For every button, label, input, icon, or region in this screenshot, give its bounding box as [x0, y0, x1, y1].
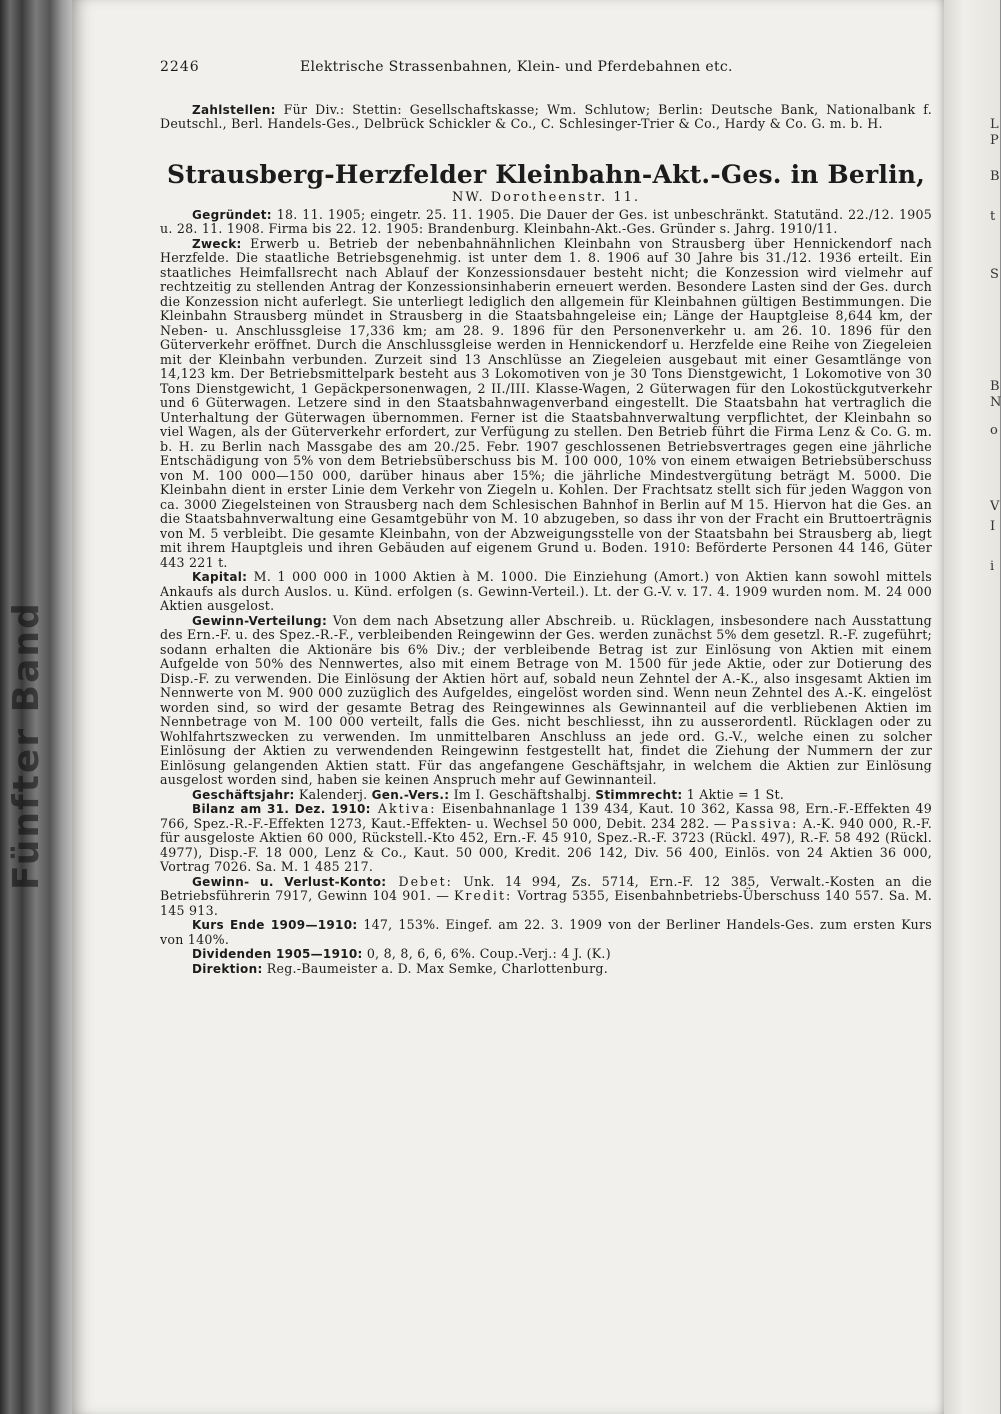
- edge-fragment: I: [990, 519, 996, 534]
- gen-vers-label: Gen.-Vers.:: [371, 787, 450, 802]
- edge-fragment: P: [990, 133, 999, 148]
- geschaeftsjahr-paragraph: [160, 788, 932, 803]
- kapital-label: Kapital:: [192, 570, 248, 584]
- direktion-text: Reg.-Baumeister a. D. Max Semke, Charlottenburg.: [262, 960, 608, 976]
- zweck-paragraph: [160, 237, 932, 571]
- adjacent-page-edge: [944, 0, 1000, 1414]
- dividenden-label: Dividenden 1905—1910:: [192, 947, 363, 961]
- kapital-text: M. 1 000 000 in 1000 Aktien à M. 1000. Die Einziehung (Amort.) von Aktien kann sowohl mittels Ankaufs als durch Auslos. u. Künd. erfolgen (s. Gewinn-Verteil.). Lt. der G.-V. v. 17. 4. 1909 wurden nom. M. 24 000 Aktien ausgelost.: [160, 569, 932, 613]
- edge-fragment: B: [990, 379, 1000, 394]
- gewinn-verlust-paragraph: [160, 875, 932, 919]
- debet-label: Debet:: [386, 873, 453, 889]
- gewinn-verlust-label: Gewinn- u. Verlust-Konto:: [192, 874, 387, 889]
- edge-fragment: o: [990, 423, 998, 438]
- kapital-paragraph: [160, 570, 932, 614]
- zahlstellen-label: Zahlstellen:: [192, 102, 276, 117]
- geschaeftsjahr-label: Geschäftsjahr:: [192, 787, 295, 802]
- gegruendet-label: Gegründet:: [192, 207, 272, 222]
- edge-fragment: i: [990, 559, 995, 574]
- page-content: [160, 60, 932, 976]
- edge-fragment: L: [990, 117, 999, 132]
- zahlstellen-paragraph: [160, 103, 932, 132]
- dividenden-paragraph: [160, 947, 932, 962]
- gewinn-verteilung-text: Von dem nach Absetzung aller Abschreib. u. Rücklagen, insbesondere nach Ausstattung des Ern.-F. u. des Spez.-R.-F., verbleibenden Reingewinn der Ges. werden zunächst 5% dem gesetzl. R.-F. zugeführt; sodann erhalten die Aktionäre bis 6% Div.; der verbleibende Betrag ist zur Einlösung von Aktien mit einem Aufgelde von 50% des Nennwertes, also mit einem Betrage von M. 1500 für jede Aktie, oder zur Dotierung des Disp.-F. zu verwenden. Die Einlösung der Aktien hört auf, sobald neun Zehntel der A.-K., also insgesamt Aktien im Nennwerte von M. 900 000 zuzüglich des Aufgeldes, eingelöst worden sind. Wenn neun Zehntel des A.-K. eingelöst worden sind, so wird der gesamte Betrag des Reingewinnes als Gewinnanteil auf die verbliebenen Aktien im Nennbetrage von M. 100 000 verteilt, falls die Ges. nicht beschliesst, ihn zu ausserordentl. Rücklagen oder zu Wohlfahrtszwecken zu verwenden. Im unmittelbaren Anschluss an jede ord. G.-V., welche einen zu solcher Einlösung der Aktien zu verwendenden Reingewinn festgestellt hat, findet die Ziehung der Nummern der zur Einlösung gelangenden Aktien statt. Für das angefangene Geschäftsjahr, in welchem die Aktien zur Einlösung ausgelost worden sind, haben sie keinen Anspruch mehr auf Gewinnanteil.: [160, 612, 932, 787]
- bilanz-paragraph: [160, 802, 932, 875]
- gewinn-verteilung-paragraph: [160, 614, 932, 788]
- zahlstellen-text: Für Div.: Stettin: Gesellschaftskasse; Wm. Schlutow; Berlin: Deutsche Bank, Nationalbank f. Deutschl., Berl. Handels-Ges., Delbrück Schickler & Co., C. Schlesinger-Trier & Co., Hardy & Co. G. m. b. H.: [160, 101, 932, 131]
- kredit-text: Vortrag 5355, Eisenbahnbetriebs-Überschuss 140 557. Sa. M. 145 913.: [160, 888, 932, 918]
- dividenden-text: 0, 8, 8, 6, 6, 6%. Coup.-Verj.: 4 J. (K.): [362, 946, 611, 961]
- stimmrecht-label: Stimmrecht:: [595, 787, 683, 802]
- kurs-label: Kurs Ende 1909—1910:: [192, 918, 358, 932]
- zweck-text: Erwerb u. Betrieb der nebenbahnähnlichen Kleinbahn von Strausberg über Hennickendorf nach Herzfelde. Die staatliche Betriebsgenehmig. ist unter dem 1. 8. 1906 auf 30 Jahre bis 31./12. 1936 erteilt. Ein staatliches Heimfallsrecht nach Ablauf der Konzessionsdauer besteht nicht; die Konzession wird vielmehr auf rechtzeitig zu stellenden Antrag der Konzessionsinhaberin erneuert werden. Besondere Lasten sind der Ges. durch die Konzession nicht auferlegt. Sie unterliegt lediglich den allgemein für Kleinbahnen gültigen Bestimmungen. Die Kleinbahn Strausberg mündet in Strausberg in die Staatsbahngeleise ein; Länge der Hauptgleise 8,644 km, der Neben- u. Anschlussgleise 17,336 km; am 28. 9. 1896 für den Personenverkehr u. am 26. 10. 1896 für den Güterverkehr eröffnet. Durch die Anschlussgleise werden in Hennickendorf u. Herzfelde eine Reihe von Ziegeleien mit der Kleinbahn verbunden. Zurzeit sind 13 Anschlüsse an Ziegeleien ausgebaut mit einer Gesamtlänge von 14,123 km. Der Betriebsmittelpark besteht aus 3 Lokomotiven von je 30 Tons Dienstgewicht, 1 Lokomotive von 30 Tons Dienstgewicht, 1 Gepäckpersonenwagen, 2 II./III. Klasse-Wagen, 2 Güterwagen für den Lokostückgutverkehr und 6 Güterwagen. Letzere sind in den Staatsbahnwagenverband eingestellt. Die Staatsbahn hat vertraglich die Unterhaltung der Güterwagen übernommen. Ferner ist die Staatsbahnverwaltung verpflichtet, der Kleinbahn so viel Wagen, als der Güterverkehr erfordert, zur Verfügung zu stellen. Den Betrieb führt die Firma Lenz & Co. G. m. b. H. zu Berlin nach Massgabe des am 20./25. Febr. 1907 geschlossenen Betriebsvertrages gegen eine jährliche Entschädigung von 5% von dem Betriebsüberschuss bis M. 100 000, 10% von einem etwaigen Betriebsüberschuss von M. 100 000—150 000, darüber hinaus aber 15%; die jährliche Mindestvergütung beträgt M. 5000. Die Kleinbahn dient in erster Linie dem Verkehr von Ziegeln u. Kohlen. Der Frachtsatz stellt sich für jeden Waggon von ca. 3000 Ziegelsteinen von Strausberg nach dem Schlesischen Bahnhof in Berlin auf M 15. Hiervon hat die Ges. an die Staatsbahnverwaltung eine Gesamtgebühr von M. 10 abzugeben, so dass ihr von der Fracht ein Bruttoerträgnis von M. 5 verbleibt. Die gesamte Kleinbahn, von der Abzweigungsstelle von der Staatsbahn bei Strausberg ab, liegt mit ihrem Hauptgleis und ihren Gebäuden auf eigenem Grund u. Boden. 1910: Beförderte Personen 44 146, Güter 443 221 t.: [160, 235, 932, 570]
- company-title: Strausberg-Herzfelder Kleinbahn-Akt.-Ges. in Berlin,: [166, 159, 926, 189]
- spine-lettering: Fünfter Band: [6, 601, 47, 890]
- gewinn-verteilung-label: Gewinn-Verteilung:: [192, 613, 328, 628]
- edge-fragment: t: [990, 209, 996, 224]
- edge-fragment: B: [990, 169, 1000, 184]
- bilanz-label: Bilanz am 31. Dez. 1910:: [192, 802, 371, 816]
- debet-text: Unk. 14 994, Zs. 5714, Ern.-F. 12 385, Verwalt.-Kosten an die Betriebsführerin 7917, Gewinn 104 901. —: [160, 873, 933, 903]
- direktion-paragraph: [160, 962, 932, 977]
- page-number: 2246: [160, 59, 200, 75]
- direktion-label: Direktion:: [192, 961, 263, 976]
- kurs-paragraph: [160, 918, 932, 947]
- gen-vers-text: Im I. Geschäftshalbj.: [449, 786, 596, 802]
- book-spine: [0, 0, 72, 1414]
- zweck-label: Zweck:: [192, 236, 242, 251]
- edge-fragment: N: [990, 395, 1001, 410]
- gegruendet-text: 18. 11. 1905; eingetr. 25. 11. 1905. Die Dauer der Ges. ist unbeschränkt. Statutänd. 22./12. 1905 u. 28. 11. 1908. Firma bis 22. 12. 1905: Brandenburg. Kleinbahn-Akt.-Ges. Gründer s. Jahrg. 1910/11.: [160, 206, 932, 236]
- aktiva-label: Aktiva:: [370, 801, 437, 816]
- gegruendet-paragraph: [160, 208, 932, 237]
- kredit-label: Kredit:: [454, 888, 513, 903]
- company-address: NW. Dorotheenstr. 11.: [452, 189, 640, 205]
- stimmrecht-text: 1 Aktie = 1 St.: [682, 786, 785, 802]
- passiva-label: Passiva:: [731, 815, 799, 831]
- kurs-text: 147, 153%. Eingef. am 22. 3. 1909 von der Berliner Handels-Ges. zum ersten Kurs von 140%.: [160, 917, 932, 947]
- running-header: [160, 60, 932, 75]
- edge-fragment: V: [990, 499, 1000, 514]
- aktiva-text: Eisenbahnanlage 1 139 434, Kaut. 10 362, Kassa 98, Ern.-F.-Effekten 49 766, Spez.-R.-F.-Effekten 1273, Kaut.-Effekten- u. Wechsel 50 000, Debit. 234 282. —: [160, 801, 933, 831]
- geschaeftsjahr-text: Kalenderj.: [294, 786, 372, 802]
- document-page: [72, 0, 944, 1414]
- running-title: Elektrische Strassenbahnen, Klein- und Pferdebahnen etc.: [300, 59, 733, 75]
- passiva-text: A.-K. 940 000, R.-F. für ausgeloste Aktien 60 000, Rückstell.-Kto 452, Ern.-F. 45 910, Spez.-R.-F. 3723 (Rückl. 497), R.-F. 58 492 (Rückl. 4977), Disp.-F. 18 000, Lenz & Co., Kaut. 50 000, Kredit. 206 142, Div. 56 400, Einlös. von 24 Aktien 36 000, Vortrag 7026. Sa. M. 1 485 217.: [160, 815, 932, 874]
- edge-fragment: S: [990, 267, 999, 282]
